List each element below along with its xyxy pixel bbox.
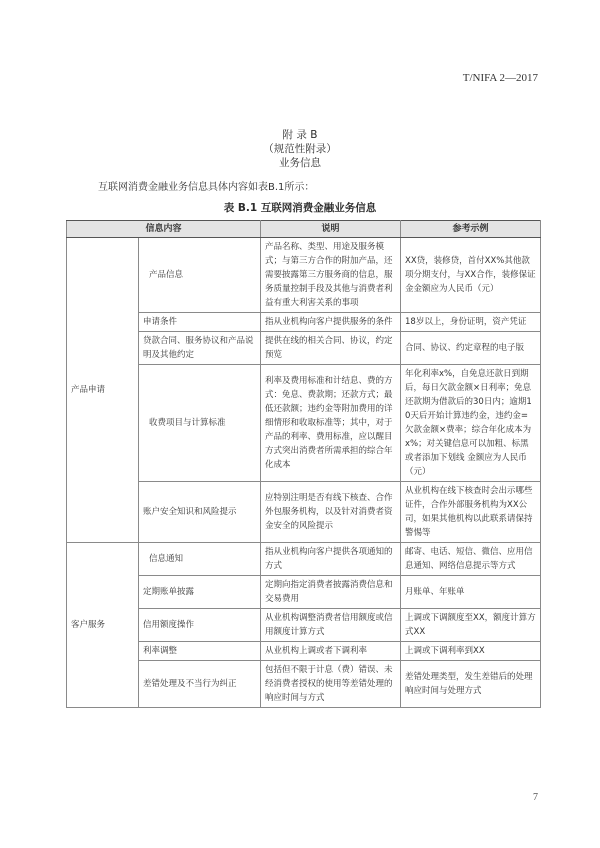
example-cell: 月账单、年账单 [401, 576, 541, 609]
item-cell: 申请条件 [139, 313, 261, 332]
intro-paragraph: 互联网消费金融业务信息具体内容如表B.1所示： [98, 182, 315, 193]
desc-cell: 利率及费用标准和计结息、费的方式：免息、费款期；还款方式；最低还款额；违约金等附加费用的详细情形和收取标准等；其中，对于产品的利率、费用标准，应以醒目方式突出消费者所需承担的综合年化成本 [261, 365, 401, 482]
example-cell: XX贷，装修贷，首付XX%其他款项分期支付，与XX合作，装修保证金金额应为人民币（元） [401, 238, 541, 313]
table-row [67, 365, 541, 482]
annex-subtitle: （规范性附录） [263, 143, 337, 155]
annex-heading [0, 128, 600, 170]
category-cell: 产品申请 [67, 238, 139, 543]
table-row [67, 661, 541, 708]
annex-section-heading: 业务信息 [279, 157, 321, 169]
example-cell: 邮寄、电话、短信、微信、应用信息通知、网络信息提示等方式 [401, 543, 541, 576]
business-info-table [66, 220, 541, 708]
item-cell: 定期账单披露 [139, 576, 261, 609]
table-row [67, 332, 541, 365]
example-cell: 合同、协议、约定章程的电子版 [401, 332, 541, 365]
example-cell: 从业机构在线下核查时会出示哪些证件，合作外部服务机构为XX公司，如果其他机构以此联系请保持警惕等 [401, 482, 541, 543]
table-row [67, 543, 541, 576]
table-header-row [67, 221, 541, 238]
example-cell: 上调或下调利率到XX [401, 642, 541, 661]
example-cell: 18岁以上，身份证明，资产凭证 [401, 313, 541, 332]
desc-cell: 指从业机构向客户提供各项通知的方式 [261, 543, 401, 576]
document-code: T/NIFA 2—2017 [462, 72, 538, 84]
item-cell: 信息通知 [139, 543, 261, 576]
desc-cell: 指从业机构向客户提供服务的条件 [261, 313, 401, 332]
item-cell: 收费项目与计算标准 [139, 365, 261, 482]
col-header-info: 信息内容 [67, 221, 261, 238]
item-cell: 信用额度操作 [139, 609, 261, 642]
item-cell: 利率调整 [139, 642, 261, 661]
desc-cell: 提供在线的相关合同、协议，约定预览 [261, 332, 401, 365]
table-row [67, 238, 541, 313]
table-row [67, 482, 541, 543]
col-header-desc: 说明 [261, 221, 401, 238]
desc-cell: 应特别注明是否有线下核查、合作外包服务机构，以及针对消费者资金安全的风险提示 [261, 482, 401, 543]
page-number: 7 [533, 792, 538, 803]
item-cell: 账户安全知识和风险提示 [139, 482, 261, 543]
desc-cell: 定期向指定消费者披露消费信息和交易费用 [261, 576, 401, 609]
item-cell: 贷款合同、服务协议和产品说明及其他约定 [139, 332, 261, 365]
desc-cell: 包括但不限于计息（费）错误、未经消费者授权的使用等差错处理的响应时间与方式 [261, 661, 401, 708]
table-row [67, 609, 541, 642]
desc-cell: 产品名称、类型、用途及服务模式；与第三方合作的附加产品，还需要披露第三方服务商的信息，服务质量控制手段及其他与消费者利益有重大利害关系的事项 [261, 238, 401, 313]
table-row [67, 642, 541, 661]
col-header-example: 参考示例 [401, 221, 541, 238]
table-row [67, 576, 541, 609]
annex-title: 附 录 B [282, 129, 318, 141]
table-row [67, 313, 541, 332]
example-cell: 年化利率x%，自免息还款日到期后，每日欠款金额×日利率；免息还款期为借款后的30日内；逾期10天后开始计算违约金，违约金=欠款金额×费率；综合年化成本为x%；对关键信息可以加粗、标黑或者添加下划线 金额应为人民币（元） [401, 365, 541, 482]
desc-cell: 从业机构调整消费者信用额度或信用额度计算方式 [261, 609, 401, 642]
category-cell: 客户服务 [67, 543, 139, 708]
example-cell: 差错处理类型，发生差错后的处理响应时间与处理方式 [401, 661, 541, 708]
item-cell: 差错处理及不当行为纠正 [139, 661, 261, 708]
item-cell: 产品信息 [139, 238, 261, 313]
example-cell: 上调或下调额度至XX，额度计算方式XX [401, 609, 541, 642]
table-caption: 表 B.1 互联网消费金融业务信息 [223, 202, 377, 214]
desc-cell: 从业机构上调或者下调利率 [261, 642, 401, 661]
